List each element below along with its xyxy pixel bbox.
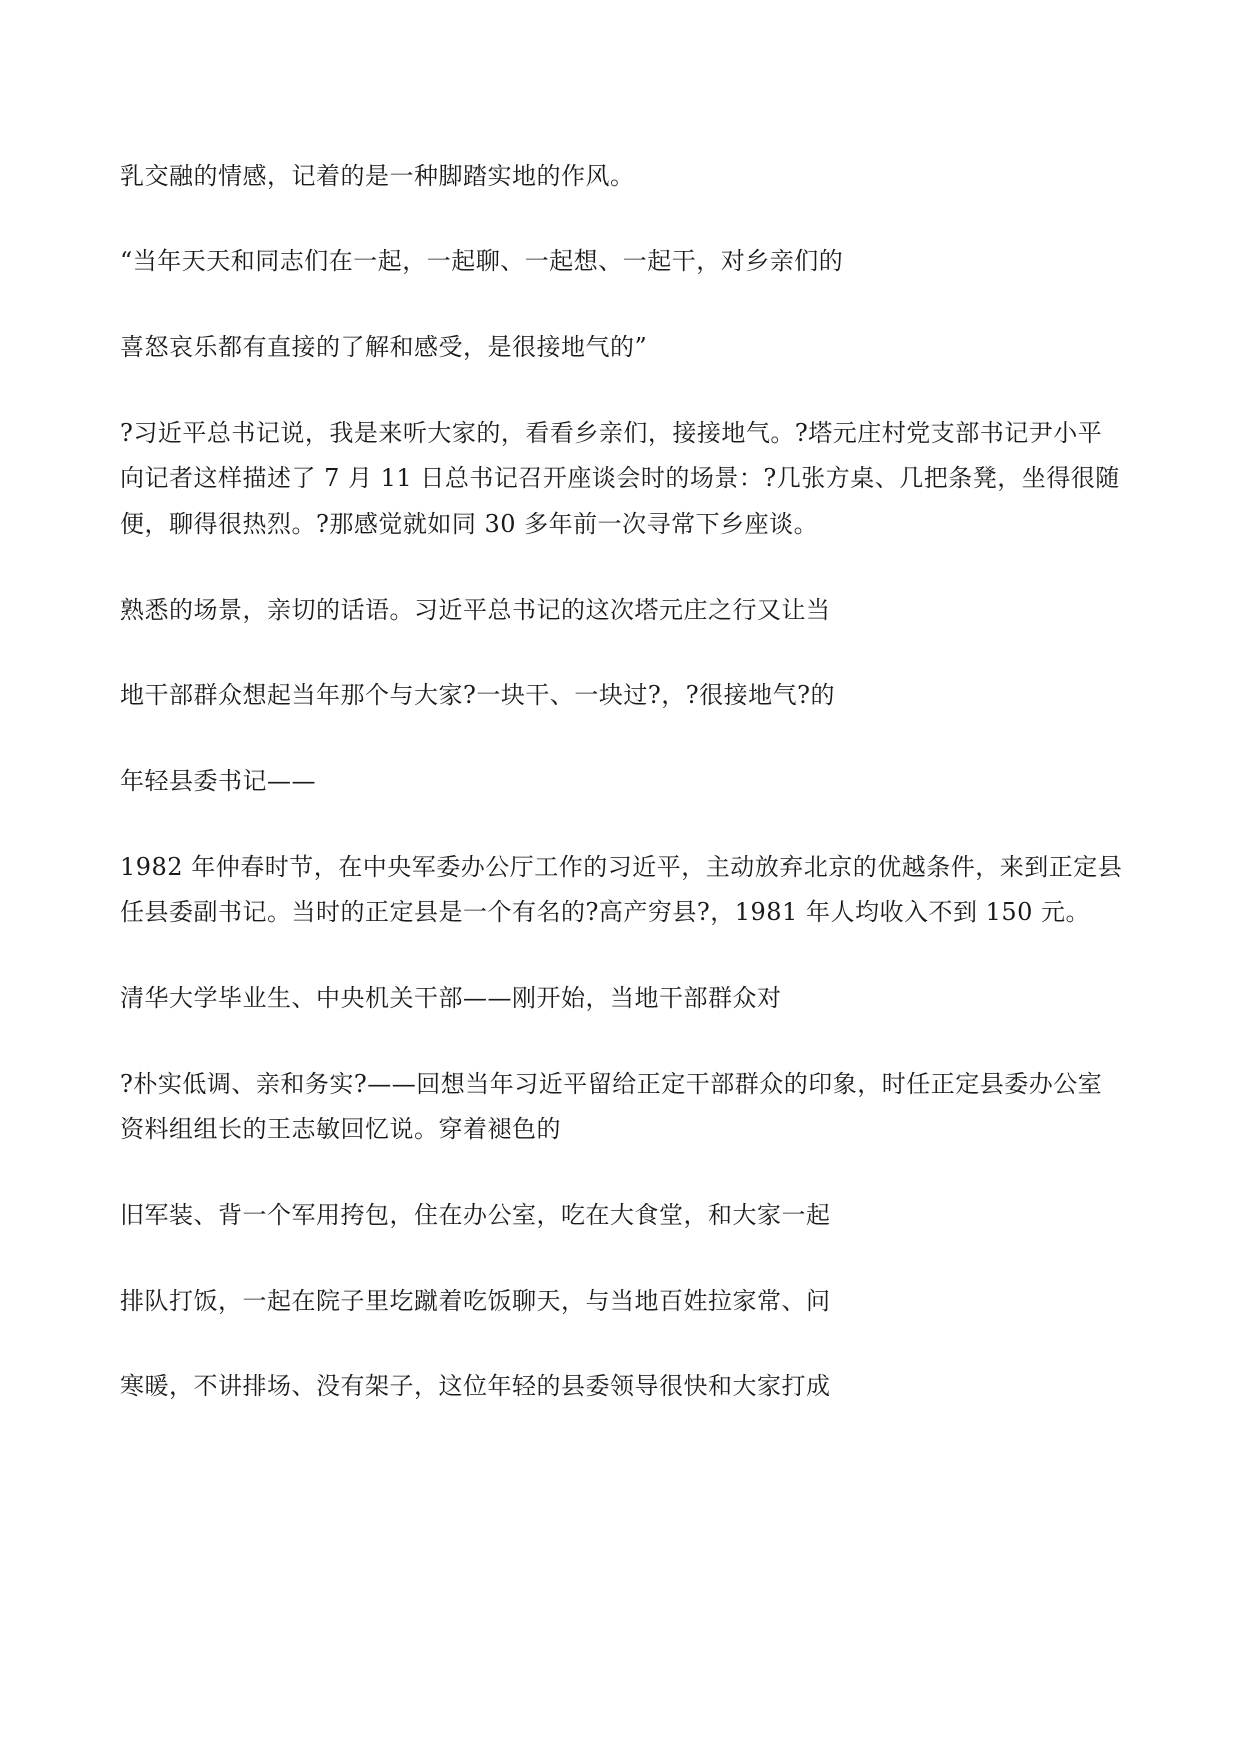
text-line: ?朴实低调、亲和务实?——回想当年习近平留给正定干部群众的印象，时任正定县委办公室 [120,1070,1103,1098]
text-line: 地干部群众想起当年那个与大家?一块干、一块过?，?很接地气?的 [120,681,835,709]
text-line: 向记者这样描述了 7 月 11 日总书记召开座谈会时的场景：?几张方桌、几把条凳，坐得很随 [120,464,1120,492]
text-line: 排队打饭，一起在院子里圪蹴着吃饭聊天，与当地百姓拉家常、问 [120,1287,831,1315]
text-line: 乳交融的情感，记着的是一种脚踏实地的作风。 [120,162,635,190]
text-line: 旧军装、背一个军用挎包，住在办公室，吃在大食堂，和大家一起 [120,1201,831,1229]
text-line: 寒暖，不讲排场、没有架子，这位年轻的县委领导很快和大家打成 [120,1372,831,1400]
text-line: 任县委副书记。当时的正定县是一个有名的?高产穷县?，1981 年人均收入不到 150 元。 [120,898,1091,926]
text-line: 喜怒哀乐都有直接的了解和感受，是很接地气的” [120,333,648,361]
text-line: ?习近平总书记说，我是来听大家的，看看乡亲们，接接地气。?塔元庄村党支部书记尹小平 [120,419,1103,447]
text-line: 资料组组长的王志敏回忆说。穿着褪色的 [120,1115,561,1143]
text-line: “当年天天和同志们在一起，一起聊、一起想、一起干，对乡亲们的 [120,247,844,275]
text-line: 年轻县委书记—— [120,767,316,795]
text-line: 清华大学毕业生、中央机关干部——刚开始，当地干部群众对 [120,984,782,1012]
text-line: 便，聊得很热烈。?那感觉就如同 30 多年前一次寻常下乡座谈。 [120,510,819,538]
text-line: 熟悉的场景，亲切的话语。习近平总书记的这次塔元庄之行又让当 [120,596,831,624]
text-line: 1982 年仲春时节，在中央军委办公厅工作的习近平，主动放弃北京的优越条件，来到正定县 [120,853,1123,881]
